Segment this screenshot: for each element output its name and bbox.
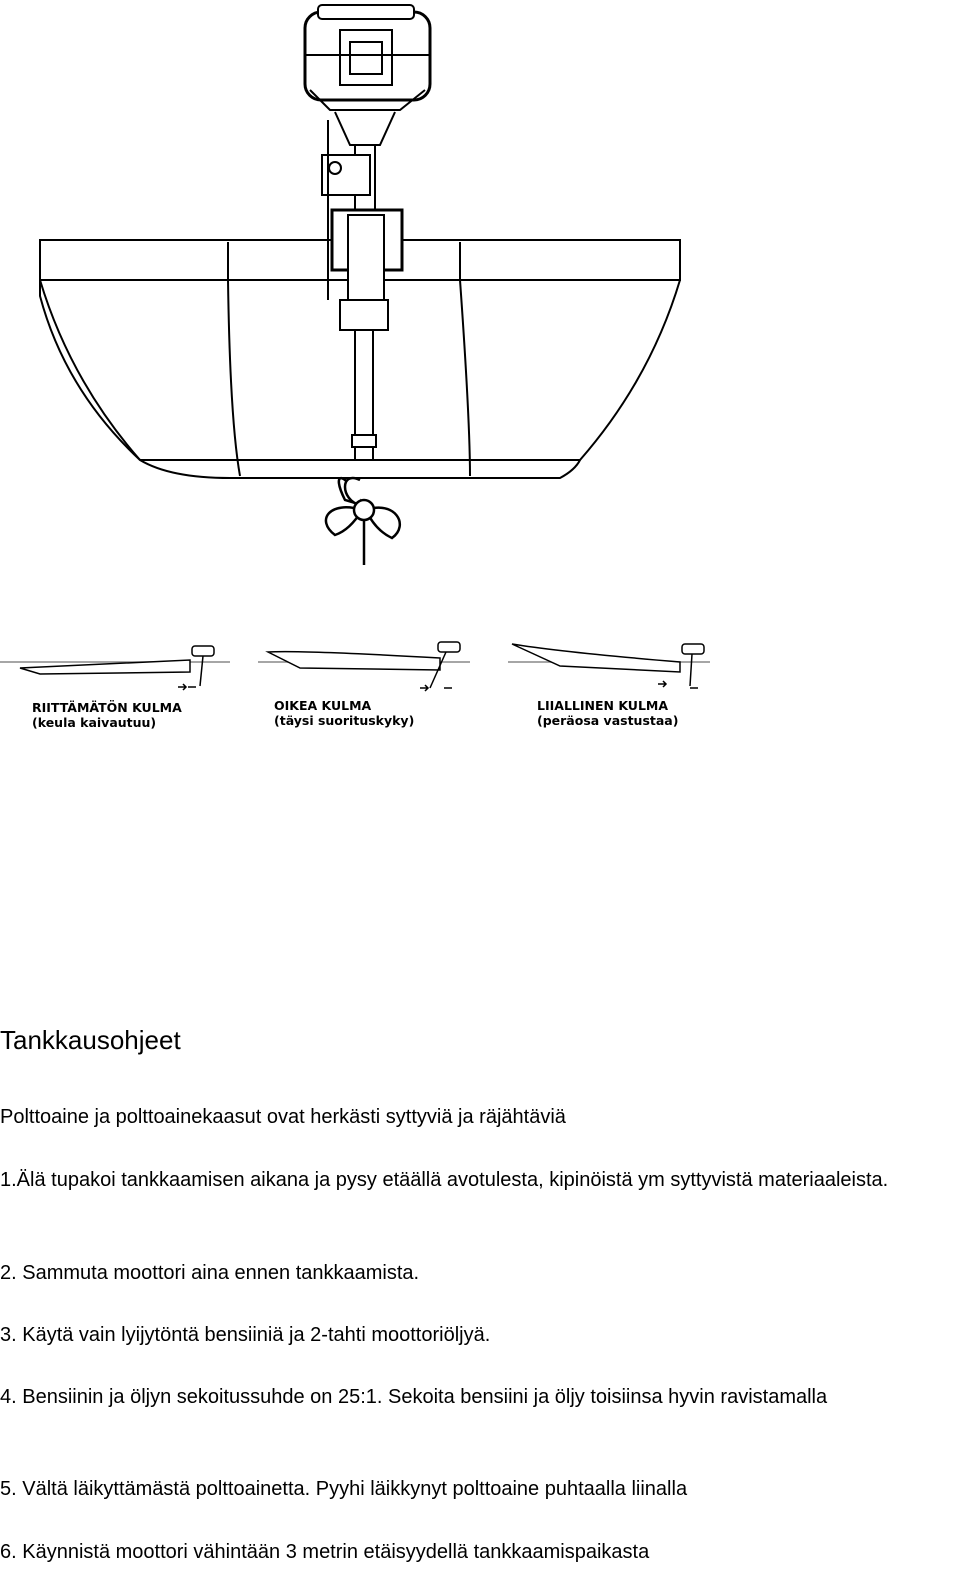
trim-label-subtitle: (täysi suorituskyky) [274,713,415,728]
instruction-item: 5. Vältä läikyttämästä polttoainetta. Pyyhi läikkynyt polttoaine puhtaalla liinalla [0,1478,688,1500]
trim-label-correct [274,698,414,728]
engine-mount [322,120,402,330]
trim-label-title: LIIALLINEN KULMA [537,698,669,713]
intro-paragraph: Polttoaine ja polttoainekaasut ovat herkästi syttyviä ja räjähtäviä [0,1106,566,1128]
trim-label-subtitle: (peräosa vastustaa) [537,713,679,728]
instruction-item: 6. Käynnistä moottori vähintään 3 metrin etäisyydellä tankkaamispaikasta [0,1541,650,1563]
instruction-item: 1.Älä tupakoi tankkaamisen aikana ja pysy etäällä avotulesta, kipinöistä ym syttyvistä materiaaleista. [0,1169,889,1191]
trim-angle-illustrations [0,630,960,760]
trim-angle-boats [0,630,960,760]
instruction-item: 2. Sammuta moottori aina ennen tankkaamista. [0,1262,420,1284]
engine-head [305,5,430,145]
propeller [326,478,400,565]
trim-label-subtitle: (keula kaivautuu) [32,715,157,730]
instruction-item: 4. Bensiinin ja öljyn sekoitussuhde on 25:1. Sekoita bensiini ja öljy toisiinsa hyvin ravistamalla [0,1386,828,1408]
trim-label-excessive [537,698,678,728]
trim-label-title: RIITTÄMÄTÖN KULMA [32,700,182,715]
trim-label-insufficient [32,700,182,730]
drive-shaft [352,330,376,460]
trim-label-title: OIKEA KULMA [274,698,372,713]
boat-insufficient-angle [0,646,230,690]
section-heading: Tankkausohjeet [0,1025,181,1055]
instruction-item: 3. Käytä vain lyijytöntä bensiiniä ja 2-tahti moottoriöljyä. [0,1324,491,1346]
boat-correct-angle [258,642,470,691]
outboard-motor-mounting-illustration [0,0,960,590]
boat-excessive-angle [508,644,710,688]
